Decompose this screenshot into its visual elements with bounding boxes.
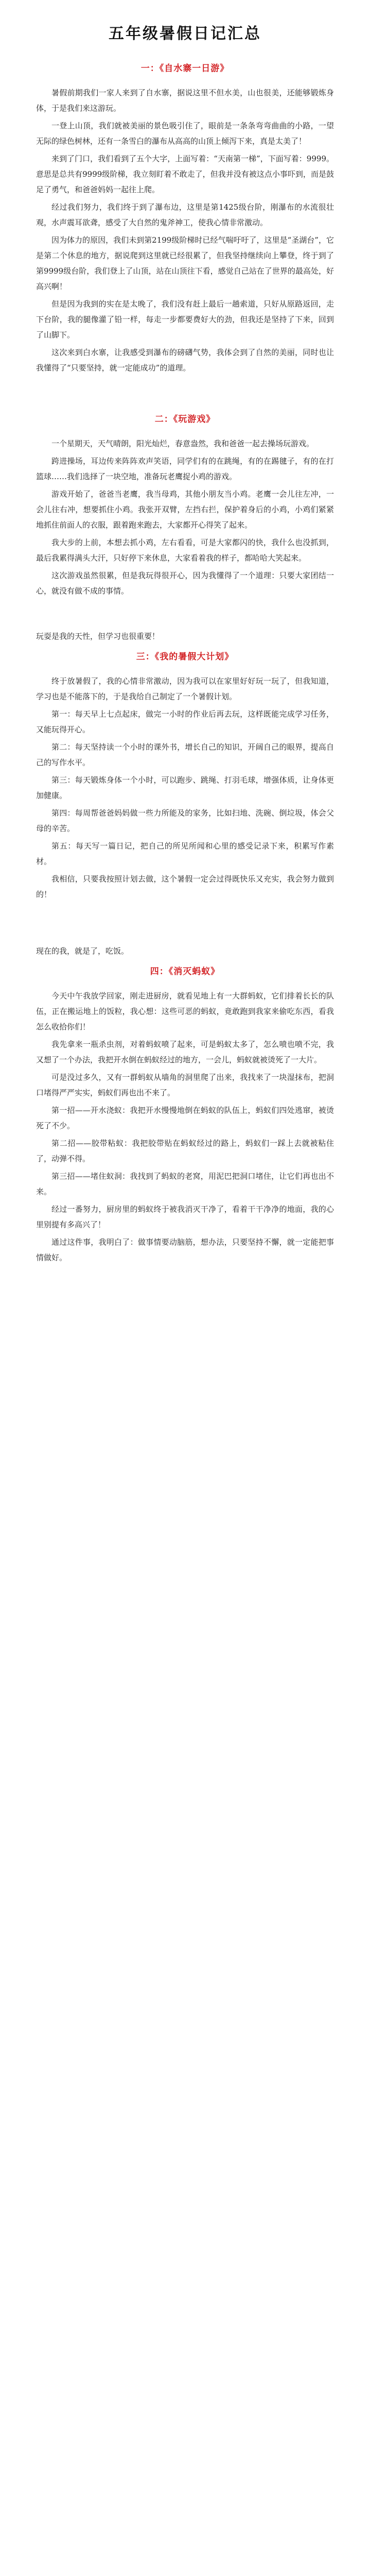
diary-section-3	[36, 629, 334, 902]
paragraph: 一登上山顶，我们就被美丽的景色吸引住了，眼前是一条条弯弯曲曲的小路，一望无际的绿色树林，还有一条雪白的瀑布从高高的山顶上倾泻下来，真是太美了！	[36, 121, 334, 146]
paragraph: 跨进操场，耳边传来阵阵欢声笑语，同学们有的在跳绳，有的在踢毽子，有的在打篮球……我们选择了一块空地，准备玩老鹰捉小鸡的游戏。	[36, 456, 334, 481]
paragraph: 来到了门口，我们看到了五个大字，上面写着：“天南第一梯”，下面写着：9999。意思是总共有9999级阶梯，我立刻盯着不敢走了，但我并没有被这点小事吓到，而是鼓足了勇气，和爸爸妈妈一起往上爬。	[36, 154, 334, 194]
paragraph: 可是没过多久，又有一群蚂蚁从墙角的洞里爬了出来，我找来了一块湿抹布，把洞口堵得严严实实，蚂蚁们再也出不来了。	[36, 1073, 334, 1097]
paragraph: 第五：每天写一篇日记，把自己的所见所闻和心里的感受记录下来，积累写作素材。	[36, 841, 334, 866]
diary-section-4	[36, 943, 334, 1265]
paragraph: 我大步的上前，本想去抓小鸡，左右看看，可是大家都闪的快，我什么也没抓到，最后我累得满头大汗，只好停下来休息，大家看着我的样子，都哈哈大笑起来。	[36, 538, 334, 563]
paragraph: 这次来到白水寨，让我感受到瀑布的磅礴气势，我体会到了自然的美丽，同时也让我懂得了“只要坚持，就一定能成功”的道理。	[36, 348, 334, 372]
paragraph: 第四：每周帮爸爸妈妈做一些力所能及的家务，比如扫地、洗碗、倒垃圾，体会父母的辛苦。	[36, 808, 334, 833]
paragraph: 我先拿来一瓶杀虫剂，对着蚂蚁喷了起来，可是蚂蚁太多了，怎么喷也喷不完，我又想了一个办法，我把开水倒在蚂蚁经过的地方，一会儿，蚂蚁就被烫死了一大片。	[36, 1040, 334, 1064]
section-intro: 现在的我，就是了，吃饭。	[36, 946, 129, 956]
paragraph: 一个星期天，天气晴朗，阳光灿烂，春意盎然，我和爸爸一起去操场玩游戏。	[51, 439, 314, 448]
paragraph: 第二：每天坚持读一个小时的课外书，增长自己的知识，开阔自己的眼界，提高自己的写作水平。	[36, 742, 334, 767]
diary-section-2	[36, 412, 334, 599]
paragraph: 今天中午我放学回家，刚走进厨房，就看见地上有一大群蚂蚁，它们排着长长的队伍，正在搬运地上的饭粒，我心想：这些可恶的蚂蚁，竟敢跑到我家来偷吃东西，看我怎么收拾你们！	[36, 991, 334, 1031]
paragraph: 通过这件事，我明白了：做事情要动脑筋，想办法，只要坚持不懈，就一定能把事情做好。	[36, 1238, 334, 1262]
paragraph: 但是因为我到的实在是太晚了，我们没有赶上最后一趟索道，只好从原路返回，走下台阶，我的腿像灌了铅一样，每走一步都要费好大的劲，但我还是坚持了下来，回到了山脚下。	[36, 299, 334, 340]
paragraph: 第三招——堵住蚁洞：我找到了蚂蚁的老窝，用泥巴把洞口堵住，让它们再也出不来。	[36, 1172, 334, 1196]
section-heading: 一：《自水寨一日游》	[140, 63, 230, 74]
section-heading: 四：《消灭蚂蚁》	[150, 967, 220, 977]
document-title: 五年级暑假日记汇总	[109, 25, 261, 43]
section-spacer	[36, 381, 334, 412]
paragraph: 终于放暑假了，我的心情非常激动，因为我可以在家里好好玩一玩了，但我知道，学习也是不能落下的，于是我给自己制定了一个暑假计划。	[36, 676, 334, 701]
diary-section-1	[36, 61, 334, 376]
paragraph: 这次游戏虽然很累，但是我玩得很开心，因为我懂得了一个道理：只要大家团结一心，就没有做不成的事情。	[36, 571, 334, 596]
section-heading: 二：《玩游戏》	[154, 414, 216, 425]
section-spacer	[36, 907, 334, 943]
paragraph: 第三：每天锻炼身体一个小时，可以跑步、跳绳、打羽毛球，增强体质，让身体更加健康。	[36, 775, 334, 800]
paragraph: 经过我们努力，我们终于到了瀑布边，这里是第1425级台阶，刚瀑布的水流很壮观，水声震耳欲聋，感受了大自然的鬼斧神工，使我心情非常激动。	[36, 202, 334, 227]
paragraph: 因为体力的原因，我们未到第2199级阶梯时已经气喘吁吁了，这里是“圣湖台”，它是第二个休息的地方，据说爬到这里就已经很累了，但我坚持继续向上攀登，终于到了第9999级台阶，我们登上了山顶，站在山顶往下看，感觉自己站在了世界的最高处，好高兴啊！	[36, 235, 334, 291]
paragraph: 经过一番努力，厨房里的蚂蚁终于被我消灭干净了，看着干干净净的地面，我的心里别提有多高兴了！	[36, 1205, 334, 1229]
section-heading: 三：《我的暑假大计划》	[136, 652, 234, 662]
paragraph: 暑假前期我们一家人来到了自水寨，据说这里不但水美，山也很美，还能够锻炼身体，于是我们来这游玩。	[36, 88, 334, 113]
paragraph: 第一招——开水浇蚁：我把开水慢慢地倒在蚂蚁的队伍上，蚂蚁们四处逃窜，被烫死了不少。	[36, 1106, 334, 1130]
section-intro: 玩耍是我的天性，但学习也很重要！	[36, 632, 160, 641]
section-spacer	[36, 604, 334, 629]
paragraph: 第一：每天早上七点起床，做完一小时的作业后再去玩，这样既能完成学习任务，又能玩得开心。	[36, 709, 334, 734]
paragraph: 游戏开始了，爸爸当老鹰，我当母鸡，其他小朋友当小鸡。老鹰一会儿往左冲，一会儿往右冲，想要抓住小鸡。我张开双臂，左挡右拦，保护着身后的小鸡，小鸡们紧紧地抓住前面人的衣服，跟着跑来跑去，大家都开心得笑了起来。	[36, 489, 334, 530]
paragraph: 第二招——胶带粘蚁：我把胶带贴在蚂蚁经过的路上，蚂蚁们一踩上去就被粘住了，动弹不得。	[36, 1139, 334, 1163]
paragraph: 我相信，只要我按照计划去做，这个暑假一定会过得既快乐又充实，我会努力做到的！	[36, 874, 334, 899]
